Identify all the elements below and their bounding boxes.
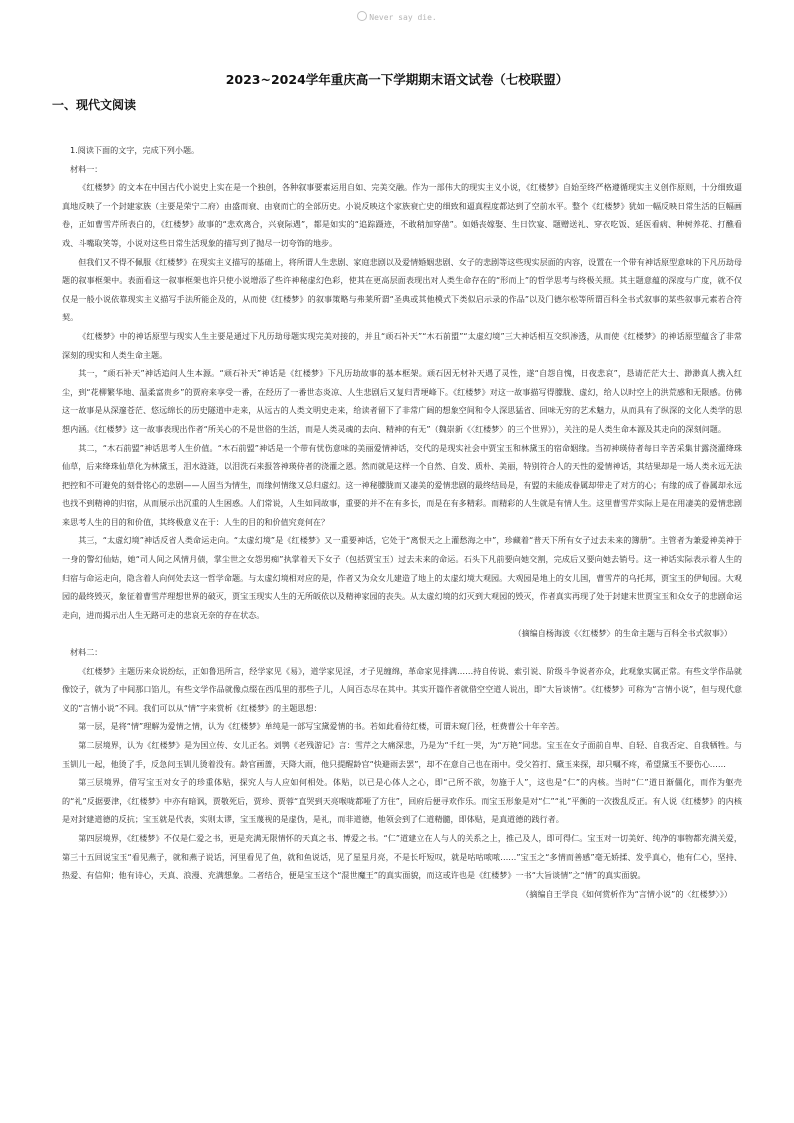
paragraph: 但我们又不得不佩服《红楼梦》在现实主义描写的基础上，将所谓人生悲剧、家庭悲剧以及爱情婚姻悲剧、女子的悲剧等这些现实层面的内容，设置在一个带有神话原型意味的下凡历劫母题的叙事框架中。表面看这一叙事框架也许只使小说增添了些许神秘虚幻色彩，使其在更高层面表现出对人类生命存在的“形而上”的哲学思考与终极关照。其主题意蕴的深度与广度，就不仅仅是一般小说依靠现实主义描写手法所能企及的，从而使《红楼梦》的叙事策略与弗莱所谓“圣典或其他模式下类似启示录的作品”以及门德尔松等所谓百科全书式叙事的某些叙事元素若合符契。: [62, 256, 742, 323]
paragraph: 第二层境界，认为《红楼梦》是为国立传、女儿正名。刘鹗《老残游记》言：雪芹之大痛深悲，乃是为“千红一哭，为“万艳”同悲。宝玉在女子面前自卑、自轻、自我否定、自我牺牲。与玉钏儿一起，他烫了手，反急问玉钏儿烫着没有。龄官画蔷，天降大雨，他只提醒龄官“快避雨去罢”，却不在意自己也在雨中。受父笞打、黛玉来探，却只嘱不疼，希望黛玉不要伤心……: [62, 740, 742, 769]
paragraph: 其三，“太虚幻境”神话反省人类命运走向。“太虚幻境”是《红楼梦》又一重要神话，它处于“离恨天之上灌愁海之中”，珍藏着“普天下所有女子过去未来的簿册”。主管者为兼爱神美神于一身的警幻仙姑，她“司人间之风情月债，掌尘世之女怨男痴”执掌着天下女子（包括贾宝玉）过去未来的命运。石头下凡前要向她交割，完成后又要向她去销号。这一神话实际表示着人生的归宿与命运走向，隐含着人向何处去这一哲学命题。与太虚幻境相对应的是，作者又为众女儿建造了地上的太虚幻境大观园。大观园是地上的女儿国，曹雪芹的乌托邦，贾宝玉的伊甸园。大观园的最终毁灭，象征着曹雪芹理想世界的破灭，贾宝玉现实人生的无所皈依以及精神家园的丧失。从太虚幻境的幻灭到大观园的毁灭，作者真实再现了处于封建末世贾宝玉和众女子的悲剧命运走向，进而揭示出人生无路可走的悲哀无奈的存在状态。: [62, 535, 742, 620]
source-citation: （摘编自王学良《如何赏析作为“言情小说”的〈红楼梦〉》）: [521, 888, 732, 899]
paragraph: 《红楼梦》中的神话原型与现实人生主要是通过下凡历劫母题实现完美对接的，并且“顽石补天”“木石前盟”“太虚幻境”三大神话相互交织渗透，从而使《红楼梦》的神话原型蕴含了非常深刻的现实和人类生命主题。: [62, 330, 742, 360]
page-title: 2023~2024学年重庆高一下学期期末语文试卷（七校联盟）: [225, 72, 569, 87]
paragraph: 《红楼梦》的文本在中国古代小说史上实在是一个独创，各种叙事要素运用自如、完美交融。作为一部伟大的现实主义小说，《红楼梦》自始至终严格遵循现实主义创作原则，十分细致逼真地反映了一个封建家族（主要是荣宁二府）由盛而衰、由衰而亡的全部历史。小说反映这个家族衰亡史的细致和逼真程度都达到了空前水平。整个《红楼梦》犹如一幅反映日常生活的巨幅画卷，正如曹雪芹所表白的，《红楼梦》故事的“悲欢离合，兴衰际遇”，都是如实的“追踪蹑迹，不敢稍加穿凿”。如婚丧嫁娶、生日饮宴、题赠送礼、穿衣吃饭、延医看病、种树养花、打醮看戏、斗嘴取笑等，小说对这些日常生活现象的描写到了抛尽一切夸饰的地步。: [62, 182, 742, 248]
paragraph: 其一，“顽石补天”神话追问人生本源。“顽石补天”神话是《红楼梦》下凡历劫故事的基本框架。顽石因无材补天遇了灵性，遂“自怨自愧，日夜悲哀”，恳请茫茫大士、渺渺真人携入红尘，到“花柳繁华地、温柔富贵乡”的贾府来享受一番，在经历了一番世态炎凉、人生悲剧后又复归青埂峰下。《红楼梦》对这一故事描写得朦胧、虚幻，给人以时空上的洪荒感和无限感。仿佛这一故事是从深邃苍茫、悠远绵长的历史隧道中走来，从远古的人类文明史走来，给读者留下了非常广阔的想象空间和令人深思猛省、回味无穷的艺术魅力，从而具有了纵深的文化人类学的思想内涵。《红楼梦》这一故事表现出作者“所关心的不是世俗的生活，而是人类灵魂的去向、精神的有无”（魏崇新《〈红楼梦〉的三个世界》），关注的是人类生命本源及其走向的深刻问题。: [62, 368, 743, 434]
paragraph: 第三层境界，借写宝玉对女子的珍重体贴，探究人与人应如何相处。体贴，以已是心体人之心，即“己所不欲，勿施于人”，这也是“仁”的内核。当时“仁”道日渐僵化，而作为躯壳的“礼”反据要津，《红楼梦》中亦有暗讽，贾敬死后，贾珍、贾蓉“直哭到天亮喉咙都哑了方住”，回府后便寻欢作乐。而宝玉形象是对“仁”“礼”平衡的一次拨乱反正。有人说《红楼梦》的内核是对封建道德的反抗；宝玉就是代表，实则太谬，宝玉蔑视的是虚伪，是礼，而非道德，他领会到了仁道精髓，即体贴，是真道德的践行者。: [62, 777, 742, 825]
source-citation: （摘编自杨海波《〈红楼梦〉的生命主题与百科全书式叙事》）: [513, 628, 732, 639]
paragraph: 《红楼梦》主题历来众说纷纭，正如鲁迅所言，经学家见《易》，道学家见淫，才子见缠绵，革命家见排满……持自传说、索引说、阶级斗争说者亦众，此观象实属正常。有些文学作品就像饺子，就为了中间那口馅儿，有些文学作品就像点缀在西瓜里的那些子儿，人间百态尽在其中。其实开篇作者就借空空道人说出，即“大旨谈情”。《红楼梦》可称为“言情小说”，但与现代意义的“言情小说”不同。我们可以从“情”字来赏析《红楼梦》的主题思想：: [62, 665, 742, 713]
paragraph: 其二，“木石前盟”神话思考人生价值。“木石前盟”神话是一个带有忧伤意味的美丽爱情神话，交代的是现实社会中贾宝玉和林黛玉的宿命姻缘。当初神瑛侍者每日辛苦采集甘露浇灌绛珠仙草，后来绛珠仙草化为林黛玉，泪水涟涟，以泪洗石来报答神瑛侍者的浇灌之恩。然而就是这样一个自然、自发、质朴、美丽，特别符合人的天性的爱情神话，其结果却是一场人类永远无法把控和不可避免的刻骨铭心的悲剧——人固当为情生，而缘何情缘又总归虚幻。这一神秘朦胧而又凄美的爱情悲剧的最终结局是，有盟的未能成眷属却带走了对方的心；有缘的成了眷属却永远也找不到精神的归宿，从而展示出沉重的人生困惑。人们常说，人生如同故事，重要的并不在有多长，而是在有多精彩。而精彩的人生就是有情人生。这里曹雪芹实际上是在用凄美的爱情悲剧来思考人生的目的和价值，其终极意义在于：人生的目的和价值究竟何在？: [62, 442, 742, 527]
material1-label: 材料一：: [70, 163, 103, 174]
section-heading: 一、现代文阅读: [52, 98, 137, 112]
reading-passage: [62, 141, 742, 903]
logo-icon: [357, 11, 367, 21]
watermark-text: Never say die.: [369, 13, 437, 22]
watermark: [0, 11, 794, 22]
material2-label: 材料二：: [70, 647, 103, 658]
paragraph: 第四层境界，《红楼梦》不仅是仁爱之书，更是充满无限情怀的天真之书、博爱之书。“仁”道建立在人与人的关系之上，推己及人，即可得仁。宝玉对一切美好、纯净的事物都充满关爱，第三十五回说宝玉“看见燕子，就和燕子说话，河里看见了鱼，就和鱼说话，见了星星月亮，不是长吁短叹，就是咕咕哝哝……”宝玉之“多情而善感”毫无娇揉、发乎真心，他有仁心，坚持、热爱、有信仰；他有诗心，天真、浪漫、充满想象。二者结合，便是宝玉这个“混世魔王”的真实面貌，而这或许也是《红楼梦》一书“大旨谈情”之“情”的真实面貌。: [62, 832, 742, 881]
paragraph: 第一层，是将“情”理解为爱情之情，认为《红楼梦》单纯是一部写宝黛爱情的书。若如此看待红楼，可谓未窥门径，枉费曹公十年辛苦。: [78, 721, 565, 732]
question-intro: 1.阅读下面的文字，完成下列小题。: [70, 145, 200, 155]
